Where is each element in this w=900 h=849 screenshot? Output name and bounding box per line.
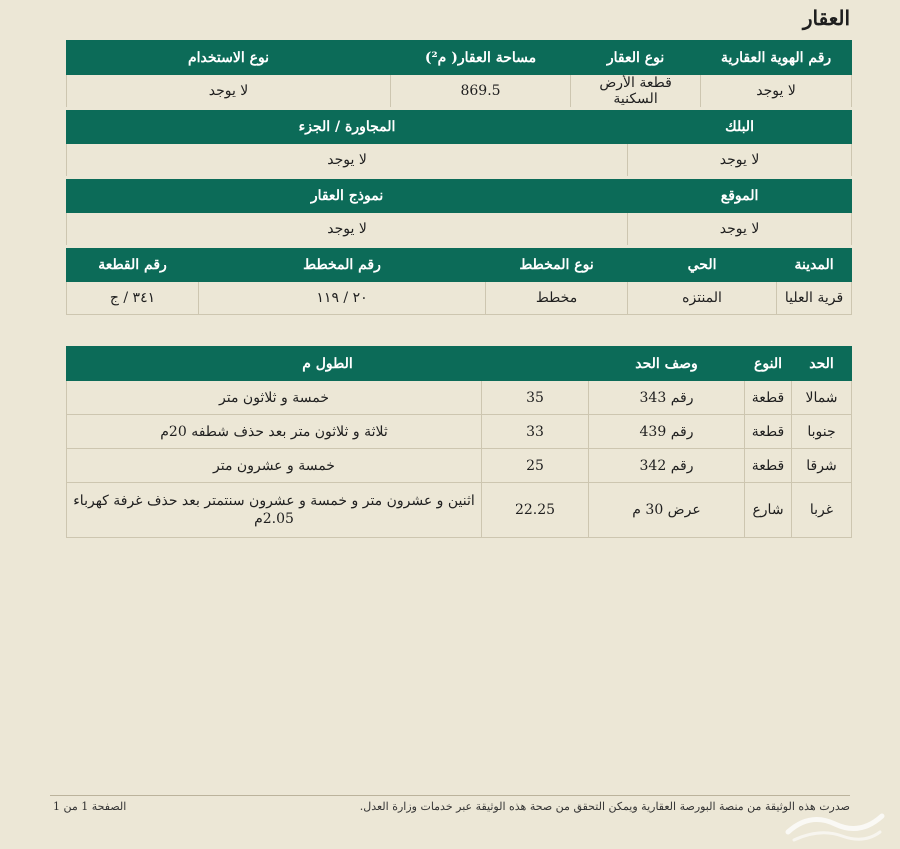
row-side: غربا [792, 483, 852, 538]
row-length-text: اثنين و عشرون متر و خمسة و عشرون سنتمتر بعد حذف غرفة كهرباء 2.05م [67, 483, 482, 538]
property-info-table [66, 40, 852, 315]
watermark-logo-icon [780, 802, 890, 846]
row-kind: قطعة [745, 449, 792, 483]
plan-number-text: ٢٠ / ١١٩ [316, 290, 368, 306]
header-plan-number: رقم المخطط [199, 247, 486, 282]
row-length: 33 [482, 415, 589, 449]
row-kind: قطعة [745, 381, 792, 415]
header-side: الحد [792, 347, 852, 381]
header-length: الطول م [67, 347, 589, 381]
table-row [67, 449, 852, 483]
row-side: جنوبا [792, 415, 852, 449]
value-property-area: 869.5 [391, 75, 571, 109]
row-length-text: خمسة و ثلاثون متر [67, 381, 482, 415]
header-property-type: نوع العقار [571, 41, 701, 75]
header-city: المدينة [777, 247, 852, 282]
footer-divider [50, 795, 850, 796]
value-plot-number [67, 282, 199, 315]
row-description: رقم 439 [589, 415, 745, 449]
table-row [67, 483, 852, 538]
footer-notice: صدرت هذه الوثيقة من منصة البورصة العقارية ويمكن التحقق من صحة هذه الوثيقة عبر خدمات وزارة العدل. [359, 800, 850, 813]
row-side: شمالا [792, 381, 852, 415]
header-property-area: مساحة العقار( م²) [391, 41, 571, 75]
header-district: الحي [628, 247, 777, 282]
value-block: لا يوجد [628, 144, 852, 178]
value-location: لا يوجد [628, 213, 852, 247]
value-neighbor-part: لا يوجد [67, 144, 628, 178]
row-length: 22.25 [482, 483, 589, 538]
value-plan-type: مخطط [486, 282, 628, 315]
boundaries-table [66, 346, 852, 538]
row-description: رقم 343 [589, 381, 745, 415]
row-kind: شارع [745, 483, 792, 538]
row-length-text: ثلاثة و ثلاثون متر بعد حذف شطفه 20م [67, 415, 482, 449]
value-district: المنتزه [628, 282, 777, 315]
page-number: الصفحة 1 من 1 [53, 800, 127, 813]
header-property-model: نموذج العقار [67, 178, 628, 213]
value-property-type: قطعة الأرض السكنية [571, 75, 701, 109]
header-location: الموقع [628, 178, 852, 213]
row-description: عرض 30 م [589, 483, 745, 538]
value-property-id: لا يوجد [701, 75, 852, 109]
row-side: شرقا [792, 449, 852, 483]
row-length-text: خمسة و عشرون متر [67, 449, 482, 483]
header-block: البلك [628, 109, 852, 144]
section-title: العقار [802, 6, 850, 30]
plot-number-text: ٣٤١ / ج [109, 290, 156, 306]
value-city: قرية العليا [777, 282, 852, 315]
header-kind: النوع [745, 347, 792, 381]
row-description: رقم 342 [589, 449, 745, 483]
header-plan-type: نوع المخطط [486, 247, 628, 282]
header-property-id: رقم الهوية العقارية [701, 41, 852, 75]
row-length: 25 [482, 449, 589, 483]
value-plan-number [199, 282, 486, 315]
value-usage-type: لا يوجد [67, 75, 391, 109]
table-row [67, 381, 852, 415]
row-kind: قطعة [745, 415, 792, 449]
header-description: وصف الحد [589, 347, 745, 381]
value-property-model: لا يوجد [67, 213, 628, 247]
header-plot-number: رقم القطعة [67, 247, 199, 282]
row-length: 35 [482, 381, 589, 415]
header-usage-type: نوع الاستخدام [67, 41, 391, 75]
header-neighbor-part: المجاورة / الجزء [67, 109, 628, 144]
table-row [67, 415, 852, 449]
